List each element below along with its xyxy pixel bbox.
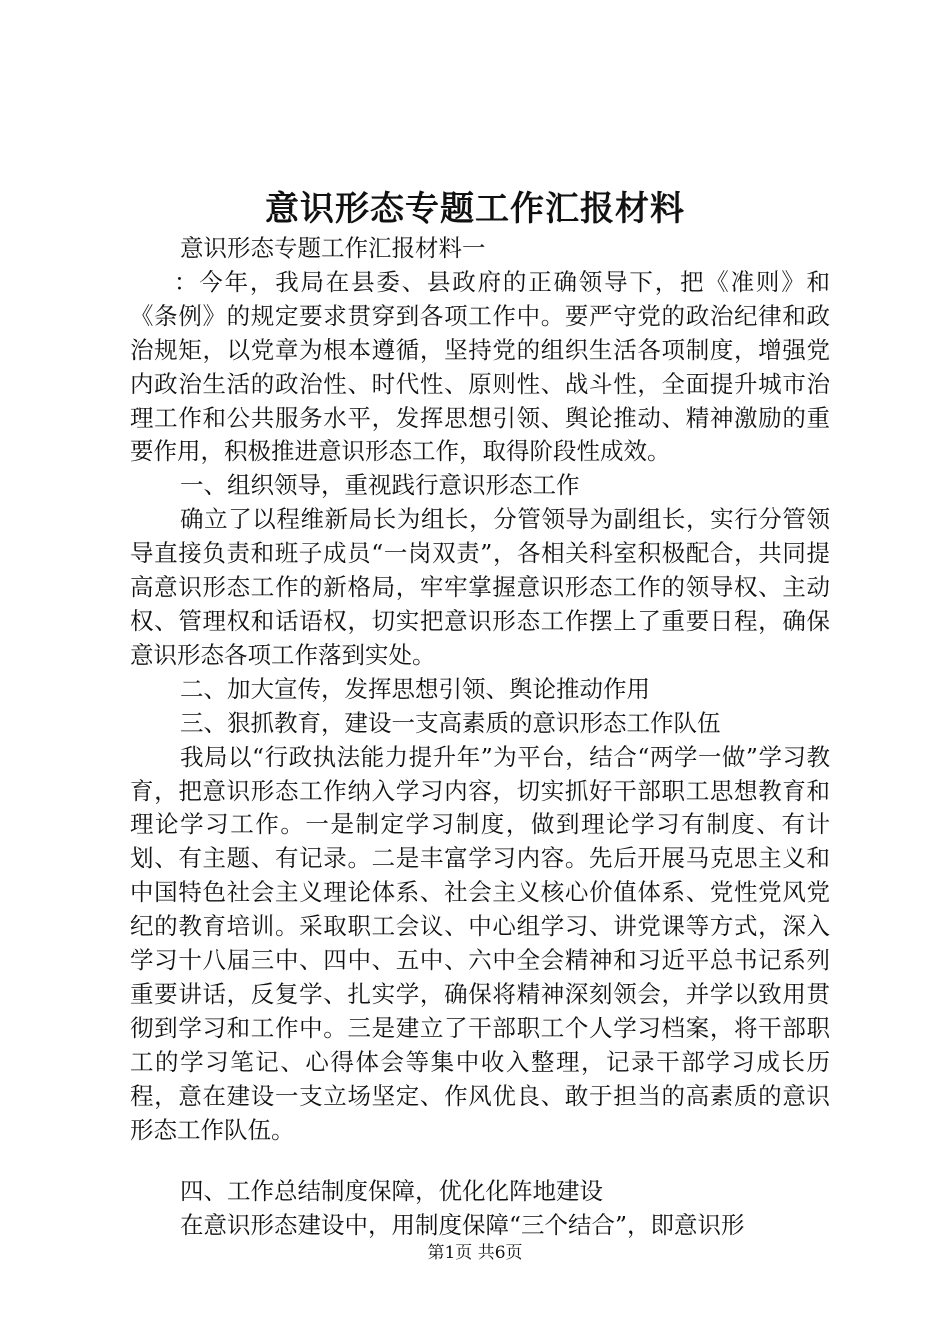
page-number-footer: 第1页 共6页 <box>427 1243 523 1263</box>
section-heading-3: 三、狠抓教育，建设一支高素质的意识形态工作队伍 <box>180 708 721 737</box>
paragraph-spacer <box>130 1147 830 1175</box>
paragraph-section-1: 确立了以程维新局长为组长，分管领导为副组长，实行分管领导直接负责和班子成员“一岗双责”，各相关科室积极配合，共同提高意识形态工作的新格局，牢牢掌握意识形态工作的领导权、主动权、管理权和话语权，切实把意识形态工作摆上了重要日程，确保意识形态各项工作落到实处。 <box>130 505 830 669</box>
document-body <box>130 232 830 1243</box>
paragraph-subtitle: 意识形态专题工作汇报材料一 <box>180 234 486 262</box>
paragraph-section-3: 我局以“行政执法能力提升年”为平台，结合“两学一做”学习教育，把意识形态工作纳入学习内容，切实抓好干部职工思想教育和理论学习工作。一是制定学习制度，做到理论学习有制度、有计划、有主题、有记录。二是丰富学习内容。先后开展马克思主义和中国特色社会主义理论体系、社会主义核心价值体系、党性党风党纪的教育培训。采取职工会议、中心组学习、讲党课等方式，深入学习十八届三中、四中、五中、六中全会精神和习近平总书记系列重要讲话，反复学、扎实学，确保将精神深刻领会，并学以致用贯彻到学习和工作中。三是建立了干部职工个人学习档案，将干部职工的学习笔记、心得体会等集中收入整理，记录干部学习成长历程，意在建设一支立场坚定、作风优良、敢于担当的高素质的意识形态工作队伍。 <box>130 742 830 1144</box>
section-heading-1: 一、组织领导，重视践行意识形态工作 <box>180 471 580 500</box>
section-heading-4: 四、工作总结制度保障，优化化阵地建设 <box>180 1177 603 1206</box>
section-heading-2: 二、加大宣传，发挥思想引领、舆论推动作用 <box>180 674 650 703</box>
paragraph-intro: ：今年，我局在县委、县政府的正确领导下，把《准则》和《条例》的规定要求贯穿到各项工作中。要严守党的政治纪律和政治规矩，以党章为根本遵循，坚持党的组织生活各项制度，增强党内政治生活的政治性、时代性、原则性、战斗性，全面提升城市治理工作和公共服务水平，发挥思想引领、舆论推动、精神激励的重要作用，积极推进意识形态工作，取得阶段性成效。 <box>130 267 830 466</box>
paragraph-section-4: 在意识形态建设中，用制度保障“三个结合”，即意识形 <box>180 1211 745 1240</box>
document-title: 意识形态专题工作汇报材料 <box>265 189 685 229</box>
